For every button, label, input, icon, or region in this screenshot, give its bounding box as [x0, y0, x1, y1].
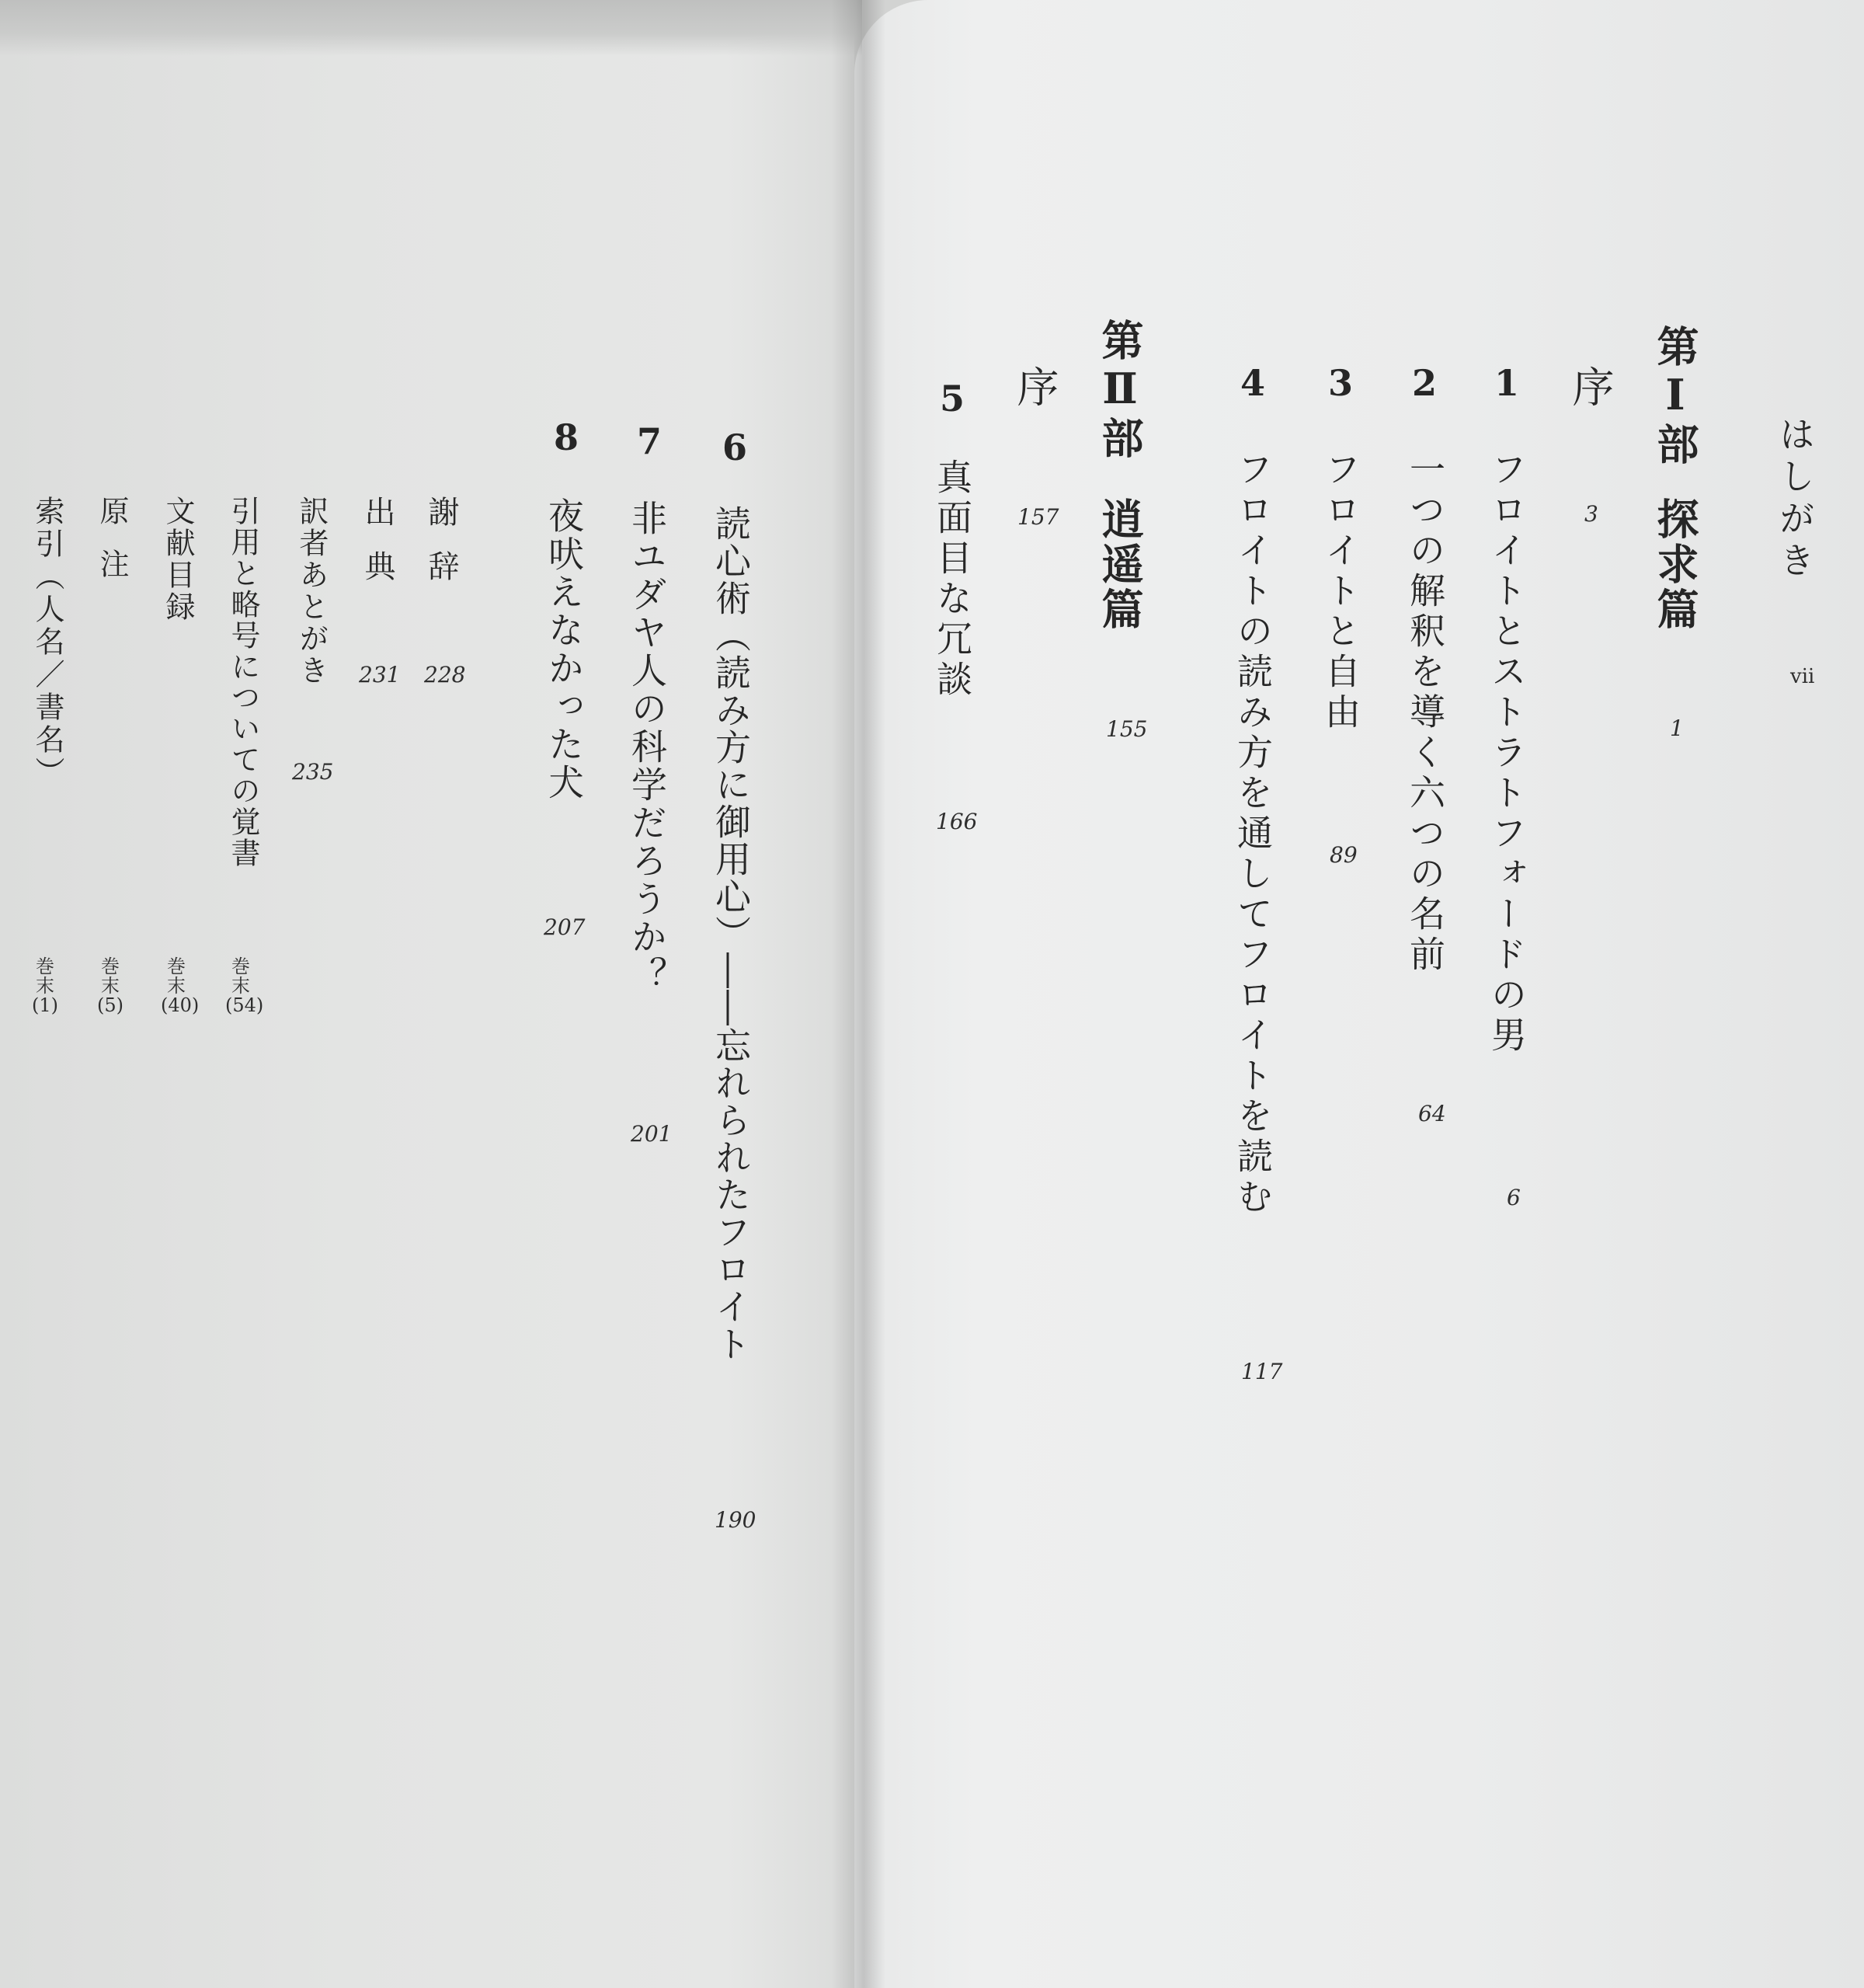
toc-backmatter-citation-notes-title: 引用と略号についての覚書 — [226, 496, 260, 869]
toc-chapter-3-number: 3 — [1328, 362, 1354, 404]
toc-part1-page: 1 — [1670, 715, 1684, 741]
toc-part2-title: 逍遥篇 — [1095, 497, 1145, 632]
toc-chapter-8-page: 207 — [544, 914, 586, 940]
toc-preface-title: はしがき — [1774, 416, 1816, 583]
toc-part2-page: 155 — [1106, 716, 1148, 742]
toc-chapter-5-number: 5 — [940, 378, 965, 420]
toc-backmatter-translator-afterword-page: 235 — [292, 759, 334, 785]
toc-part2-label: 第Ⅱ部 — [1095, 319, 1145, 461]
toc-chapter-8-title: 夜吠えなかった犬 — [543, 497, 585, 802]
toc-backmatter-bibliography-title: 文献目録 — [161, 496, 195, 623]
toc-chapter-4-number: 4 — [1240, 362, 1266, 404]
toc-chapter-3-page: 89 — [1330, 842, 1358, 868]
toc-chapter-2-number: 2 — [1412, 362, 1438, 404]
toc-backmatter-bibliography-page: 巻 末 (40) — [161, 956, 200, 1017]
toc-part2-intro-page: 157 — [1017, 504, 1059, 530]
right-page — [854, 0, 1864, 1988]
toc-chapter-7-title: 非ユダヤ人の科学だろうか？ — [626, 500, 668, 994]
toc-backmatter-citation-notes-page: 巻 末 (54) — [225, 956, 264, 1017]
toc-backmatter-translator-afterword-title: 訳者あとがき — [294, 496, 329, 687]
toc-chapter-5-title: 真面目な冗談 — [931, 458, 973, 701]
toc-backmatter-sources-page: 231 — [359, 662, 401, 688]
toc-backmatter-index-page: 巻 末 (1) — [32, 956, 58, 1017]
toc-chapter-1-number: 1 — [1494, 362, 1520, 404]
toc-part2-intro-title: 序 — [1010, 365, 1059, 410]
toc-chapter-8-number: 8 — [554, 416, 579, 458]
toc-chapter-6-page: 190 — [715, 1507, 756, 1533]
toc-part1-intro-page: 3 — [1584, 501, 1598, 527]
toc-backmatter-notes-title: 原注 — [95, 496, 129, 601]
toc-chapter-5-page: 166 — [936, 809, 978, 834]
toc-chapter-1-title: フロイトとストラトフォードの男 — [1486, 451, 1528, 1057]
toc-chapter-6-number: 6 — [722, 426, 748, 468]
toc-backmatter-acknowledgments-title: 謝辞 — [423, 496, 459, 604]
toc-part1-title: 探求篇 — [1650, 497, 1700, 632]
toc-chapter-7-page: 201 — [631, 1121, 673, 1147]
toc-chapter-6-title: 読心術（読み方に御用心）――忘れられたフロイト — [710, 505, 752, 1363]
toc-part1-label: 第Ⅰ部 — [1650, 325, 1700, 468]
toc-preface-page: vii — [1790, 665, 1815, 688]
toc-backmatter-acknowledgments-page: 228 — [424, 662, 466, 688]
toc-chapter-7-number: 7 — [637, 420, 662, 462]
page-top-edge-shadow — [0, 0, 862, 56]
toc-part1-intro-title: 序 — [1566, 365, 1615, 410]
toc-chapter-2-page: 64 — [1418, 1101, 1446, 1126]
toc-backmatter-notes-page: 巻 末 (5) — [97, 956, 123, 1017]
toc-backmatter-sources-title: 出典 — [360, 496, 395, 604]
toc-chapter-3-title: フロイトと自由 — [1320, 451, 1361, 733]
toc-backmatter-index-title: 索引（人名／書名） — [30, 496, 64, 789]
toc-chapter-2-title: 一つの解釈を導く六つの名前 — [1404, 451, 1446, 976]
toc-chapter-4-title: フロイトの読み方を通してフロイトを読む — [1232, 451, 1274, 1218]
toc-chapter-4-page: 117 — [1241, 1359, 1283, 1384]
toc-chapter-1-page: 6 — [1507, 1185, 1521, 1210]
